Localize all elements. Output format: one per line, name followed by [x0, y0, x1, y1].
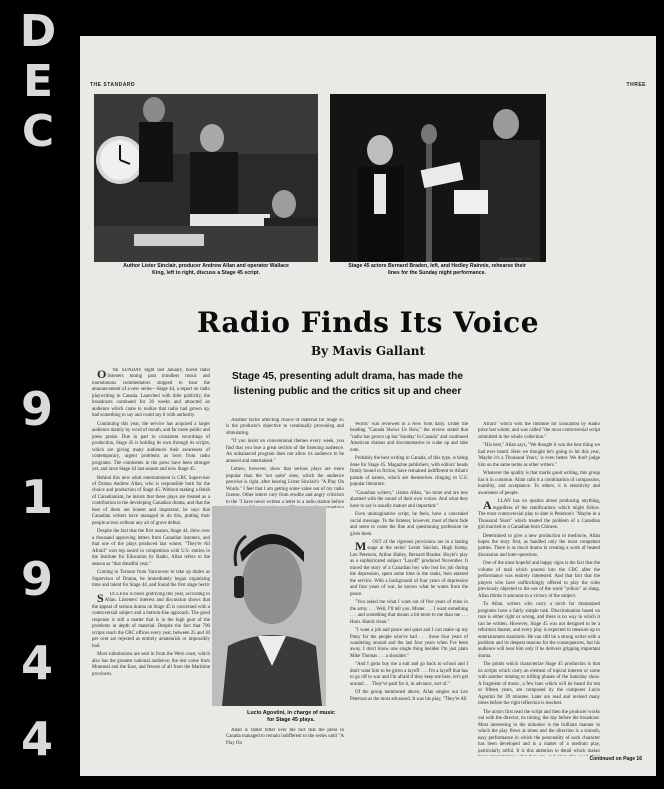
- paragraph: "You asked me what I want out of five years of mine in the army . . . Well, I'll tell you, Mister . . . I want something . . . and something that means a bit more to me than me . . . Hum. Hands clean.": [350, 600, 468, 625]
- paragraph: Whatever the quality is that marks good writing, this group has it in common. Allan calls it a combination of compassion, humility, and acceptance. To others, it is sensitivity and awareness of people.: [478, 471, 600, 496]
- article-column-4: [478, 422, 600, 756]
- paragraph: ALLAN has no qualms about producing anything, regardless of the ramifications which might follow. The most controversial play to date is Peterson's "Maybe in a Thousand Years" which treated the problem of a Canadian girl married to a Canadian-born Chinese.: [478, 498, 600, 531]
- paragraph: Coming to Toronto from Vancouver to take up duties as Supervisor of Drama, he immediately began organizing time and talent for Stage 44, and found the first stage hectic: [92, 570, 210, 588]
- article-column-2-lower: [226, 728, 344, 772]
- photo-script-discussion-image: [94, 94, 318, 262]
- article-headline: Radio Finds Its Voice: [196, 306, 540, 339]
- paragraph: SUCCESS is more gratifying this year, according to Allan. Listeners' interest and discussion shows that the appeal of serious drama on Stage 45 is concerned with a controversial subject and a bottom-line approach. The good response is still a matter that is in the high gear of the problems in depth of material. Despite the fact that 700 scripts reach the CBC offices every year, between 25 and 30 per cent are rejected as entirely amateurish or impossibly bad.: [92, 592, 210, 649]
- paragraph: To Allan, writers who carry a torch for dramatized programs have a fairly simple task. Discrimination based on race is either right or wrong, and there is no way in which it can be written. However, Stage 45 was not designed to be a reformist theater, and every play is expected to measure up to entertainment standards. He can still be a strong writer with a problem and its deepest reasons for the consequences, but his audience will hear him only if he delivers gripping important drama.: [478, 602, 600, 659]
- stamp-year-digit: 4: [20, 636, 53, 690]
- paragraph: ONE SUNDAY night last January, bored radio listeners tuning past mindless music and monotonous commentators stopped to hear the announcement of a new series—Stage 44, a report on radio playwriting in Canada. Launched with little publicity, the broadcasts continued for 26 weeks and attracted an audience which came to realize that radio had grown up, had something to say and could say it with authority.: [92, 368, 210, 419]
- photo-actors-rehearsal: [330, 94, 546, 262]
- newspaper-page: [80, 36, 656, 776]
- masthead-page-number: THREE: [626, 82, 646, 88]
- article-column-1: [92, 368, 210, 589]
- paragraph: Afraid" which won the Institute for Education by Radio prize last winter, and was called "the most controversial script submitted in the whole collection.": [478, 422, 600, 440]
- stamp-year-digit: 9: [20, 382, 53, 436]
- paragraph: "Canadian writers," claims Allan, "no more and are less alarmed with the sound of their own voices. And what they have to say is usually mature and important.": [350, 490, 468, 509]
- paragraph: Behind this new adult entertainment is CBC Supervisor of Drama Andrew Allan, who is responsible both for the choice and production of Stage 45. Without making a fetish of Canadianism, he insists that these plays are treated as a contribution to the developing Canadian drama, and that the best of them are honest and important; he says that Canadian writers have managed to do this, putting their people across without any air of grave defeat.: [92, 475, 210, 526]
- article-column-1b: [92, 592, 210, 768]
- paragraph: Probably the best writing in Canada, of this type, is being done for Stage 45. Magazine publishers, with editors' heads firmly bound to fiction, have remained indifferent to Allan's parade of names, which are themselves clinging to U.S. popular literature.: [350, 456, 468, 488]
- article-deck: Stage 45, presenting adult drama, has made the listening public and the critics sit up and cheer: [232, 371, 463, 397]
- photo-caption-right: Stage 45 actors Bernard Braden, left, and Hedley Rainnie, rehearse their lines for the Sunday night performance.: [348, 263, 526, 276]
- stamp-year-digit: 4: [20, 712, 53, 766]
- stamp-month-letter: E: [22, 56, 54, 107]
- photo-script-discussion: [94, 94, 318, 262]
- paragraph: "His best," Allan says, "We thought it was the best thing we had ever heard. Here we thought he's going to hit this year, 'Maybe it's a Thousand Years,' is even better. We don't judge him on the same terms as other writers.": [478, 443, 600, 468]
- stamp-month-letter: D: [19, 6, 57, 57]
- paragraph: Continuing this year, the service has acquired a larger audience mainly by word of mouth, and far more public and press praise. Due in part to consistent recordings of production, Stage 45 is holding its own through its scripts, which are giving many audiences their awareness of contemporary, urgent problems as born from radio programs. The comments in the press have been stronger yet, and once Stage 44 last season and now Stage 45.: [92, 421, 210, 473]
- photo-actors-rehearsal-image: [330, 94, 546, 262]
- date-stamp-month: [6, 6, 70, 160]
- paragraph: Even unimaginative script, he feels, have a concealed social message. To the listener, however, most of them fade and seem to come the fine and questioning profession he gives them.: [350, 512, 468, 537]
- paragraph: Another factor affecting choice of material for Stage 45 is the producer's objective to continually provoking and stimulating.: [226, 418, 344, 436]
- paragraph: Letters, however, show that serious plays are more popular than the 'not quite' ones, which the audience perceive is right, after hearing Lister Sinclair's "A Play On Words." I feel that I am getting some value out of my radio license. Other letters vary from erudite and angry criticism to the "I have never written a letter to a radio station before: [226, 467, 344, 505]
- article-byline: By Mavis Gallant: [311, 344, 425, 358]
- article-column-3: [350, 422, 468, 772]
- photo-caption-left: Author Lister Sinclair, producer Andrew Allan and operator Wallace King, left to right, discuss a Stage 45 script.: [123, 263, 289, 276]
- stamp-month-text: [6, 6, 70, 160]
- portrait-image: [212, 506, 326, 706]
- paragraph: The actors first read the script and then the producer works out with the director, its timing, the day before the broadcast. Most interesting to the onlooker is the brilliant manner in which the play flows at times and the direction is a smooth, easy performance in which the personality of each character has been developed and is a matter of a medium play, particularly artful. It is this attention to detail which makes: [478, 709, 600, 754]
- masthead-paper-name: THE STANDARD: [90, 82, 136, 88]
- masthead: [90, 82, 646, 88]
- paragraph: The points which characterize Stage 45 production is that its scripts which carry an element of topical interest or some with another relating to trifling phases of the Saturday show. A fragment of music, a few bars which will be heard for ten or fifteen years, are composed by the composer Lucio Agostini for 39 minutes. Later are read and revised many times before the right reflection is reached.: [478, 662, 600, 707]
- paragraph: Words" was reviewed in a New York daily. Under the heading "Canada Shows Us How," the review stated that "radio has grown up but 'Sunday' in Canada" and continued American dramas and documentaries to wake up and take note.: [350, 422, 468, 453]
- portrait-lucio-agostini: [212, 506, 326, 706]
- paragraph: Despite the fact that the first season, Stage 44, drew over a thousand approving letters from Canadian listeners, and that one of the plays produced last winter, "They're All Afraid" won top award in competition with U.S. entries in the Institute for Education by Radio, Allan refers to the season as "that dreadful year.": [92, 529, 210, 567]
- stamp-year-digit: 1: [20, 470, 53, 524]
- paragraph: Determined to give a new production to mediocre, Allan hopes the story first, as handled only the most competent parties. There is as much drama in creating a work of heated discussion and inter-questions.: [478, 533, 600, 558]
- paragraph: "If you insist on conventional themes every week, you find that you lose a great section of the listening audience. An unbalanced program does not allow its audience to be amused and entertained.": [226, 439, 344, 464]
- continued-note: Continued on Page 16: [589, 756, 642, 762]
- paragraph: "And I gotta buy me a suit and go back to school and I don't want him to be given a layoff . . . I'm a layoff that has to go off to war and I'm afraid if they keep me here, let's get around . . . They've paid for it, in advance, sort of.": [350, 662, 468, 687]
- paragraph: Of the group mentioned above, Allan singles out Len Peterson as the most advanced. It was his play, "They're All: [350, 690, 468, 702]
- stamp-year-digit: 9: [20, 552, 53, 606]
- paragraph: Allan is rather bitter over the fact that the press in Canada managed to remain indifferent to the series until "A Play On: [226, 728, 344, 746]
- paragraph: "I want a job and peace and quiet and I can make up my Patsy for the people who've had . . . those four years of wandering around and the last four years when I've been away. I don't know one single thing besides I'm just plain Mike Thomas . . . a shoulder.": [350, 628, 468, 659]
- paragraph: One of the most hopeful and happy signs is the fact that the volume of mail which poured into the CBC after the performance was entirely interested. And that fact that the players who have unflinchingly offered to play the roles previously objected to the use of the word "yellow" as slang. Allan thinks it amounts to a victory of the subject.: [478, 561, 600, 599]
- portrait-caption: Lucio Agostini, in charge of music for Stage 45 plays.: [247, 710, 335, 724]
- paragraph: Most submissions are sent in from the West coast, which also has the greatest national audience; the rest come from Montreal and the East, and fewest of all from the Maritime provinces.: [92, 652, 210, 677]
- photo-credit: Photo by Page Toles: [500, 257, 533, 261]
- article-column-2: [226, 418, 344, 508]
- stamp-month-letter: C: [21, 106, 55, 157]
- paragraph: MOST of the rigorous provisions are in a lasting stage at the series' Lester Sinclair, Hugh Kemp, Len Peterson, Arthur Hailey, Bernard Braden: Hoyle's play as a sophisticated subject "Layoff" produced November. It traced the story of a Canadian boy who lost his job during the depression, spent some time in the ranks, then entered the service. With a background of four years of depression and four years of war, he knows what he wants from the peace.: [350, 538, 468, 597]
